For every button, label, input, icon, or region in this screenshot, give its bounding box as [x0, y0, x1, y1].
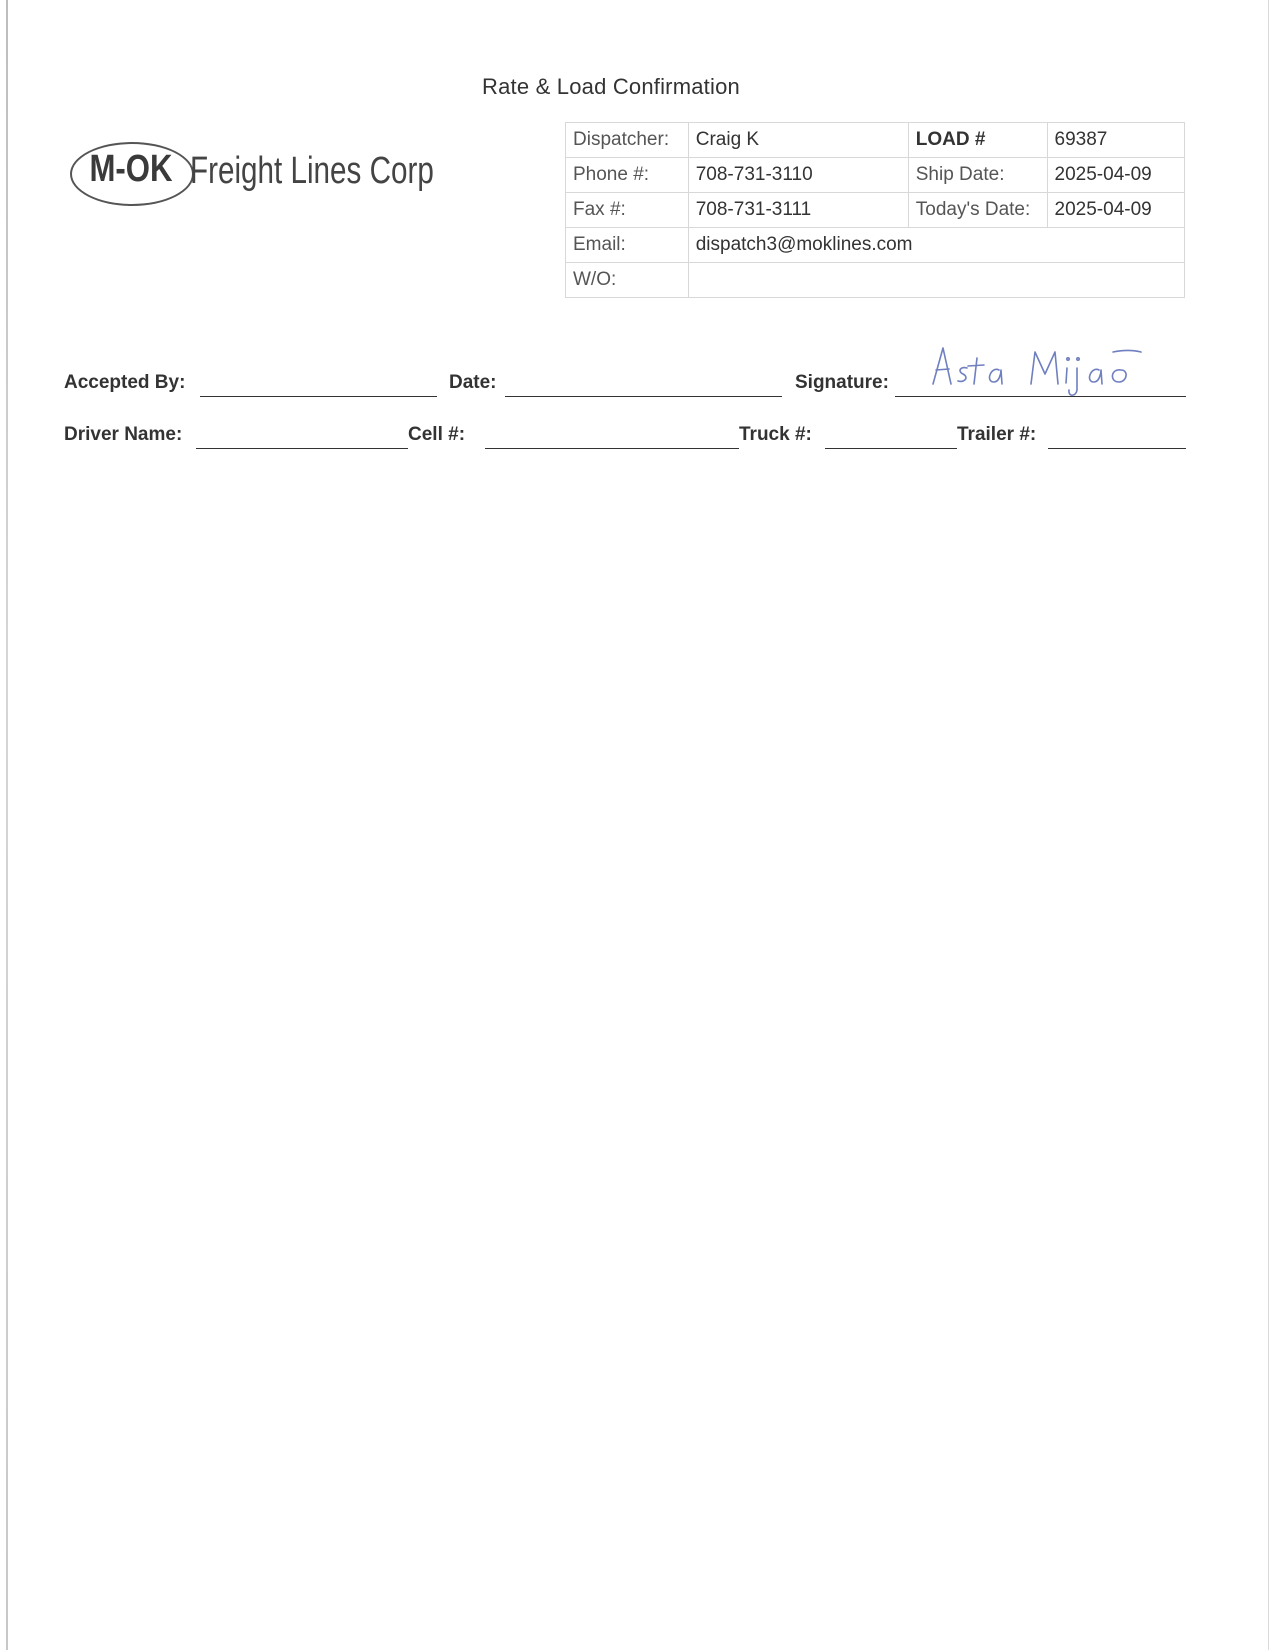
ship-date-value: 2025-04-09 [1047, 158, 1184, 193]
email-label: Email: [566, 228, 689, 263]
logo-company-name: Freight Lines Corp [190, 150, 434, 192]
accepted-by-field[interactable] [200, 396, 437, 397]
info-row-fax [566, 193, 1185, 228]
fax-value: 708-731-3111 [688, 193, 908, 228]
email-value: dispatch3@moklines.com [688, 228, 1184, 263]
truck-label: Truck #: [739, 424, 812, 445]
info-row-email [566, 228, 1185, 263]
driver-row [64, 418, 1186, 452]
info-row-phone [566, 158, 1185, 193]
load-info-table [565, 122, 1185, 298]
wo-value [688, 263, 1184, 298]
handwritten-signature [927, 340, 1157, 400]
date-field[interactable] [505, 396, 782, 397]
date-label: Date: [449, 372, 497, 393]
todays-date-value: 2025-04-09 [1047, 193, 1184, 228]
dispatcher-value: Craig K [688, 123, 908, 158]
cell-label: Cell #: [408, 424, 466, 445]
driver-name-label: Driver Name: [64, 424, 183, 445]
info-row-wo [566, 263, 1185, 298]
cell-field[interactable] [485, 448, 739, 449]
ship-date-label: Ship Date: [908, 158, 1047, 193]
load-number-label: LOAD # [908, 123, 1047, 158]
logo-mark-text: M-OK [89, 148, 173, 190]
trailer-field[interactable] [1048, 448, 1186, 449]
phone-label: Phone #: [566, 158, 689, 193]
todays-date-label: Today's Date: [908, 193, 1047, 228]
page-edge-left [6, 0, 8, 1650]
signature-label: Signature: [795, 372, 889, 393]
dispatcher-label: Dispatcher: [566, 123, 689, 158]
driver-name-field[interactable] [196, 448, 408, 449]
info-row-dispatcher [566, 123, 1185, 158]
document-title: Rate & Load Confirmation [482, 74, 740, 99]
load-number-value: 69387 [1047, 123, 1184, 158]
fax-label: Fax #: [566, 193, 689, 228]
trailer-label: Trailer #: [957, 424, 1037, 445]
truck-field[interactable] [825, 448, 957, 449]
phone-value: 708-731-3110 [688, 158, 908, 193]
page-edge-right [1268, 0, 1269, 1650]
company-logo [70, 138, 450, 208]
accepted-by-label: Accepted By: [64, 372, 186, 393]
wo-label: W/O: [566, 263, 689, 298]
